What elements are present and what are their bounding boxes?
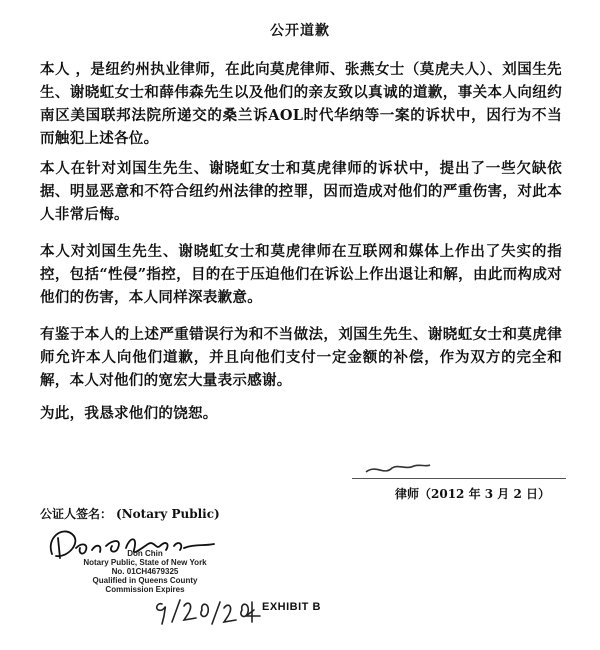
paragraph-4: 有鉴于本人的上述严重错误行为和不当做法，刘国生先生、谢晓虹女士和莫虎律师允许本人向他们道歉，并且向他们支付一定金额的补偿，作为双方的完全和解，本人对他们的宽宏大量表示感谢。 — [40, 326, 562, 389]
stamp-line: Don Chin — [127, 549, 163, 558]
stamp-line: Qualified in Queens County — [92, 576, 198, 585]
document-title: 公开道歉 — [270, 23, 330, 39]
notary-label-zh: 公证人签名： — [40, 507, 113, 521]
stamp-line: Commission Expires — [105, 585, 185, 594]
handwritten-expiry-date — [150, 594, 262, 628]
stamp-line: No. 01CH4679325 — [111, 567, 179, 576]
notary-stamp — [75, 549, 215, 594]
exhibit-label: EXHIBIT B — [262, 601, 321, 613]
paragraph-2: 本人在针对刘国生先生、谢晓虹女士和莫虎律师的诉状中，提出了一些欠缺依据、明显恶意和不符合纽约州法律的控罪，因而造成对他们的严重伤害，对此本人非常后悔。 — [40, 160, 562, 223]
signature-line — [352, 478, 566, 479]
paragraph-1: 本人 ，是纽约州执业律师，在此向莫虎律师、张燕女士（莫虎夫人）、刘国生先生、谢晓虹女士和薛伟森先生以及他们的亲友致以真诚的道歉，事关本人向纽约南区美国联邦法院所递交的桑兰诉AOL时代华纳等一案的诉状中，因行为不当而触犯上述各位。 — [40, 61, 562, 147]
paragraph-3: 本人对刘国生先生、谢晓虹女士和莫虎律师在互联网和媒体上作出了失实的指控，包括“性侵”指控，目的在于压迫他们在诉讼上作出退让和解，由此而构成对他们的伤害，本人同样深表歉意。 — [40, 243, 562, 306]
lawyer-date: 律师（2012 年 3 月 2 日） — [395, 487, 550, 501]
notary-label-en: (Notary Public) — [116, 507, 220, 521]
stamp-line: Notary Public, State of New York — [83, 558, 207, 567]
lawyer-signature-scribble — [362, 458, 432, 478]
paragraph-5: 为此，我恳求他们的饶恕。 — [40, 405, 218, 422]
